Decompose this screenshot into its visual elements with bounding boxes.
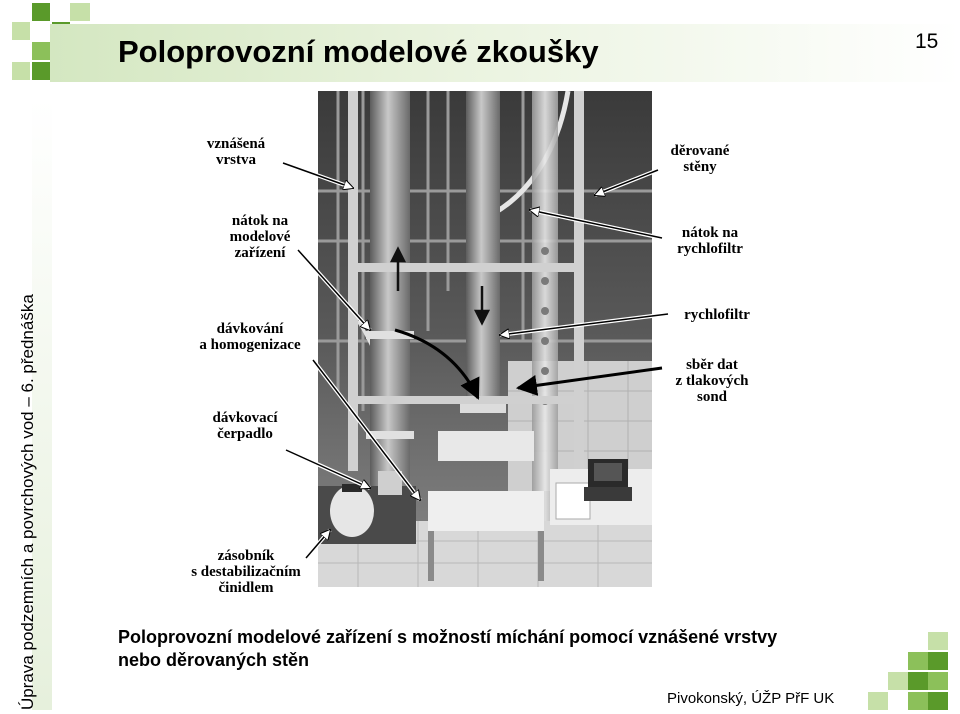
footer-author: Pivokonský, ÚŽP PřF UK [667,690,835,707]
slide-title: Poloprovozní modelové zkoušky [118,34,599,69]
label-rapid-filter: rychlofiltr [684,307,750,323]
label-dosing-pump: dávkovací čerpadlo [212,410,278,442]
label-inflow-rapid-filter: nátok na rychlofiltr [677,225,743,257]
label-reservoir: zásobník s destabilizačním činidlem [191,548,301,596]
figure-caption: Poloprovozní modelové zařízení s možností míchání pomocí vznášené vrstvy nebo děrovaných stěn [118,627,778,670]
label-dosing-homogenization: dávkování a homogenizace [199,321,301,353]
label-perforated-walls: děrované stěny [670,143,730,175]
label-fluidized-layer: vznášená vrstva [206,136,266,168]
slide-number: 15 [915,30,939,53]
label-pressure-probes: sběr dat z tlakových sond [675,357,749,405]
label-inflow-model: nátok na modelové zařízení [229,213,291,261]
vertical-course-title: Úprava podzemních a povrchových vod – 6. přednáška [18,294,37,710]
